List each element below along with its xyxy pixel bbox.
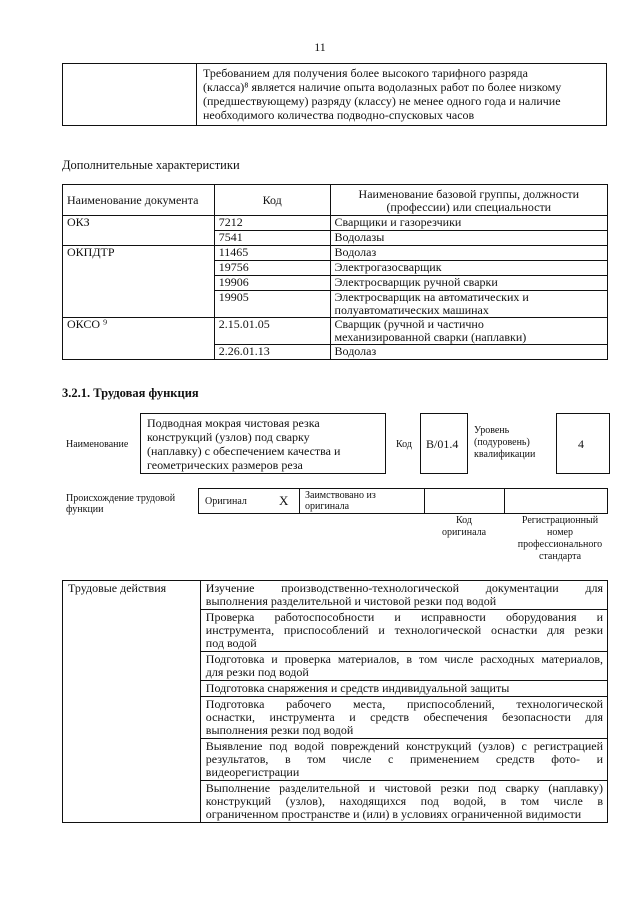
table-row	[63, 231, 608, 246]
action-line: Подготовка и проверка материалов, в том числе расходных материалов,	[205, 652, 603, 666]
header-name-line: (профессии) или специальности	[386, 199, 552, 214]
function-name-line: конструкций (узлов) под сварку	[147, 430, 310, 444]
table-row	[63, 318, 608, 345]
function-name-line: геометрических размеров реза	[147, 458, 303, 472]
code-original-line: оригинала	[441, 527, 487, 538]
function-name-line: Подводная мокрая чистовая резка	[147, 416, 320, 430]
labor-action-item	[200, 681, 607, 697]
doc-cell	[63, 291, 215, 318]
name-line: Электросварщик на автоматических и	[334, 290, 529, 304]
action-line: Выявление под водой повреждений конструкций (узлов) с регистрацией	[205, 739, 603, 753]
code-cell: 11465	[214, 246, 330, 261]
function-name-line: (наплавку) с обеспечением качества и	[147, 444, 341, 458]
labor-action-item	[200, 781, 607, 823]
labor-action-item	[200, 697, 607, 739]
code-cell: 2.26.01.13	[214, 345, 330, 360]
reg-number-line: профессионального	[517, 539, 603, 550]
action-line: выполнения резки под водой	[205, 723, 354, 737]
name-cell: Сварщики и газорезчики	[330, 216, 607, 231]
name-label: Наименование	[66, 439, 129, 450]
table-header-row	[63, 185, 608, 216]
code-cell: 7541	[214, 231, 330, 246]
reg-number-line: номер	[547, 527, 573, 538]
doc-cell	[63, 231, 215, 246]
page-number: 11	[314, 40, 326, 54]
doc-cell: ОКЗ	[63, 216, 215, 231]
action-line: оснастки, инструмента и средств обеспечения безопасности для	[205, 710, 603, 724]
name-cell: Водолаз	[330, 246, 607, 261]
table-row	[63, 345, 608, 360]
level-label-line: Уровень	[474, 425, 510, 436]
action-line: Выполнение разделительной и чистовой резки под сварку (наплавку)	[205, 781, 603, 795]
doc-cell	[63, 261, 215, 276]
action-line: Подготовка снаряжения и средств индивидуальной защиты	[205, 681, 510, 695]
requirement-line: Требованием для получения более высокого тарифного разряда	[203, 66, 528, 80]
name-line: механизированной сварки (наплавки)	[334, 330, 527, 344]
section-heading: Дополнительные характеристики	[62, 158, 240, 172]
function-heading: 3.2.1. Трудовая функция	[62, 386, 199, 400]
header-code: Код	[214, 185, 330, 216]
level-label-line: квалификации	[474, 449, 536, 460]
level-label-line: (подуровень)	[474, 437, 530, 448]
borrowed-label-line: оригинала	[305, 501, 350, 512]
action-line: под водой	[205, 636, 257, 650]
action-line: инструмента, приспособлений и технологической оснастки для резки	[205, 623, 603, 637]
doc-cell: ОКПДТР	[63, 246, 215, 261]
code-cell: 19756	[214, 261, 330, 276]
name-cell	[330, 318, 607, 345]
action-line: Изучение производственно-технологической документации для	[205, 581, 603, 595]
name-cell: Водолаз	[330, 345, 607, 360]
code-original-line: Код	[456, 515, 472, 526]
original-mark: X	[279, 493, 289, 508]
requirement-line: (предшествующему) разряду (классу) не менее одного года и наличие	[203, 94, 561, 108]
labor-action-item	[200, 739, 607, 781]
table-row	[63, 581, 608, 610]
labor-actions-table	[62, 580, 608, 823]
action-line: Подготовка рабочего места, приспособлений, технологической	[205, 697, 603, 711]
table-row	[63, 261, 608, 276]
name-cell	[330, 291, 607, 318]
header-name-line: Наименование базовой группы, должности	[358, 186, 580, 201]
header-name	[330, 185, 607, 216]
requirement-line: (класса)⁸ является наличие опыта водолазных работ по более низкому	[203, 80, 562, 94]
labor-actions-label: Трудовые действия	[63, 581, 201, 823]
action-line: видеорегистрации	[205, 765, 300, 779]
origin-label-line: функции	[66, 504, 104, 515]
action-line: ограниченном пространстве и (или) в условиях ограниченной видимости	[205, 807, 582, 821]
reg-number-line: стандарта	[538, 551, 582, 562]
action-line: конструкций (узлов), находящихся под водой, в том числе в	[205, 794, 603, 808]
table-row	[63, 276, 608, 291]
table-row	[63, 246, 608, 261]
action-line: Проверка работоспособности и исправности оборудования и	[205, 610, 603, 624]
borrowed-label-line: Заимствовано из	[305, 490, 376, 501]
action-line: для резки под водой	[205, 665, 309, 679]
doc-cell	[63, 345, 215, 360]
action-line: выполнения разделительной и чистовой резки под водой	[205, 594, 497, 608]
name-cell: Электросварщик ручной сварки	[330, 276, 607, 291]
code-value: В/01.4	[426, 437, 459, 451]
name-cell: Электрогазосварщик	[330, 261, 607, 276]
code-cell: 19905	[214, 291, 330, 318]
code-label: Код	[396, 439, 412, 450]
header-doc: Наименование документа	[63, 185, 215, 216]
code-cell: 7212	[214, 216, 330, 231]
name-line: Сварщик (ручной и частично	[334, 317, 484, 331]
labor-action-item	[200, 610, 607, 652]
code-cell: 2.15.01.05	[214, 318, 330, 345]
doc-cell	[63, 276, 215, 291]
origin-label-line: Происхождение трудовой	[66, 493, 176, 504]
name-line: полуавтоматических машинах	[334, 303, 489, 317]
requirement-line: необходимого количества подводно-спусковых часов	[203, 108, 475, 122]
reg-number-line: Регистрационный	[521, 515, 599, 526]
table-row	[63, 216, 608, 231]
table-row	[63, 291, 608, 318]
level-value: 4	[578, 437, 584, 451]
labor-action-item	[200, 581, 607, 610]
doc-cell: ОКСО ⁹	[63, 318, 215, 345]
original-label: Оригинал	[205, 496, 247, 507]
code-cell: 19906	[214, 276, 330, 291]
origin-table	[198, 488, 608, 514]
action-line: результатов, в том числе с применением средств фото- и	[205, 752, 603, 766]
name-cell: Водолазы	[330, 231, 607, 246]
labor-action-item	[200, 652, 607, 681]
characteristics-table	[62, 184, 608, 360]
